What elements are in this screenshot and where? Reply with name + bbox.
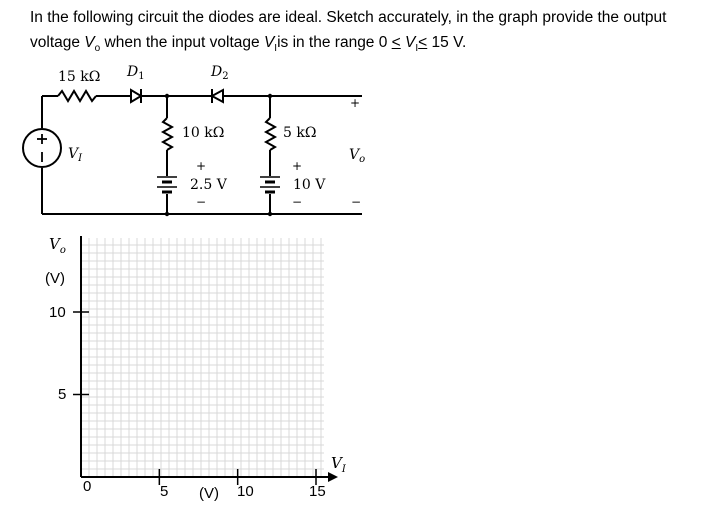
- label-batt2-plus: +: [292, 159, 303, 173]
- label-d2: [210, 64, 229, 82]
- label-r1: 15 kΩ: [58, 69, 101, 85]
- resistor-15k: [58, 91, 96, 101]
- label-batt1: 2.5 V: [190, 177, 227, 193]
- y-axis-symbol: [49, 235, 66, 256]
- y-axis-symbol-main: V: [49, 235, 60, 253]
- label-d1-sub: 1: [138, 71, 145, 82]
- label-batt1-plus: +: [196, 159, 207, 173]
- q-vo-symbol: V: [84, 34, 95, 51]
- battery-2-5v: [157, 177, 177, 192]
- label-d1-main: D: [127, 64, 139, 80]
- label-out-vo-main: V: [349, 147, 360, 163]
- label-out-plus: +: [350, 96, 361, 110]
- q-vi-subscript: I: [274, 43, 278, 54]
- diode-d1: [125, 89, 148, 103]
- x-axis-symbol-sub: I: [341, 464, 346, 475]
- graph-grid: [81, 238, 324, 477]
- label-batt2-minus: −: [292, 195, 303, 209]
- label-r3: 5 kΩ: [283, 125, 317, 141]
- x-tick-label-15: 15: [309, 483, 326, 500]
- label-source-vi-main: V: [68, 146, 79, 162]
- resistor-5k: [266, 118, 275, 150]
- q-le-2: <: [418, 34, 428, 51]
- label-r2: 10 kΩ: [182, 125, 225, 141]
- q-text-d: 15 V.: [427, 34, 467, 51]
- q-vo-subscript: o: [94, 43, 101, 54]
- resistor-10k: [163, 118, 172, 150]
- battery-10v: [260, 177, 280, 192]
- x-tick-label-10: 10: [237, 483, 254, 500]
- label-out-vo: [349, 147, 365, 165]
- q-vi-symbol: V: [263, 34, 275, 51]
- label-batt2: 10 V: [293, 177, 326, 193]
- label-source-vi-sub: I: [78, 153, 83, 164]
- graph-ticks: [73, 312, 316, 485]
- q-le-1: <: [391, 34, 401, 51]
- voltage-source-vi: [23, 129, 61, 167]
- label-d2-sub: 2: [222, 71, 229, 82]
- diode-d2: [205, 89, 230, 103]
- x-axis-symbol: [331, 454, 347, 475]
- y-tick-label-10: 10: [49, 304, 66, 321]
- q-vi-symbol-2: V: [405, 34, 416, 51]
- x-axis-symbol-main: V: [331, 454, 342, 472]
- x-tick-label-5: 5: [160, 483, 169, 500]
- label-d2-main: D: [211, 64, 223, 80]
- x-axis-unit: (V): [199, 485, 219, 502]
- q-text-b: when the input voltage: [100, 34, 264, 51]
- label-d1: [126, 64, 145, 82]
- x-axis-arrow: [328, 472, 338, 482]
- node-dots: [165, 94, 272, 216]
- label-out-vo-sub: o: [359, 154, 366, 165]
- label-source-vi: [68, 146, 83, 164]
- label-out-minus: −: [351, 195, 362, 209]
- q-text-a: voltage: [30, 34, 85, 51]
- label-batt1-minus: −: [196, 195, 207, 209]
- y-axis-unit: (V): [45, 270, 65, 287]
- question-line-1: In the following circuit the diodes are ideal. Sketch accurately, in the graph provide the output: [30, 9, 667, 26]
- q-text-c: is in the range 0: [277, 34, 388, 51]
- y-axis-symbol-sub: o: [59, 245, 66, 256]
- q-vi-subscript-2: I: [415, 43, 419, 54]
- y-tick-label-5: 5: [58, 386, 67, 403]
- origin-label: 0: [83, 478, 92, 495]
